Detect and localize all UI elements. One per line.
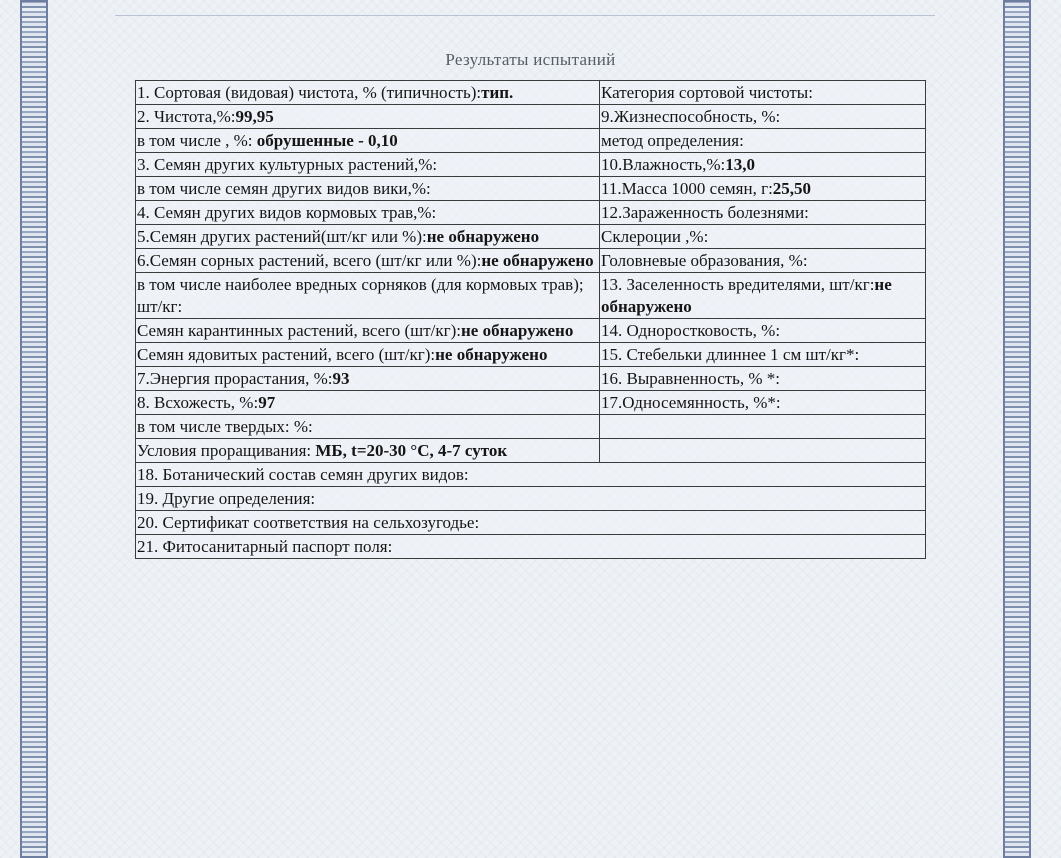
cell-smut: Головневые образования, %: xyxy=(600,249,926,273)
cell-uniformity: 16. Выравненность, % *: xyxy=(600,367,926,391)
cell-purity: 2. Чистота,%:99,95 xyxy=(136,105,600,129)
cell-hard-seeds: в том числе твердых: %: xyxy=(136,415,600,439)
cell-quarantine: Семян карантинных растений, всего (шт/кг):не обнаружено xyxy=(136,319,600,343)
table-row xyxy=(136,343,926,367)
cell-hulled: в том числе , %: обрушенные - 0,10 xyxy=(136,129,600,153)
cell-moisture: 10.Влажность,%:13,0 xyxy=(600,153,926,177)
cell-disease: 12.Зараженность болезнями: xyxy=(600,201,926,225)
cell-purity-category: Категория сортовой чистоты: xyxy=(600,81,926,105)
cell-poisonous: Семян ядовитых растений, всего (шт/кг):не обнаружено xyxy=(136,343,600,367)
header-rule xyxy=(115,15,935,16)
section-title: Результаты испытаний xyxy=(445,50,616,69)
table-row xyxy=(136,319,926,343)
table-row xyxy=(136,249,926,273)
cell-empty xyxy=(600,415,926,439)
cell-other-vetch: в том числе семян других видов вики,%: xyxy=(136,177,600,201)
cell-other-determinations: 19. Другие определения: xyxy=(136,487,926,511)
table-row xyxy=(136,487,926,511)
cell-germination-energy: 7.Энергия прорастания, %:93 xyxy=(136,367,600,391)
table-row xyxy=(136,439,926,463)
table-row xyxy=(136,129,926,153)
cell-empty xyxy=(600,439,926,463)
cell-single-sprout: 14. Одноростковость, %: xyxy=(600,319,926,343)
cell-land-certificate: 20. Сертификат соответствия на сельхозугодье: xyxy=(136,511,926,535)
cell-weeds: 6.Семян сорных растений, всего (шт/кг или %):не обнаружено xyxy=(136,249,600,273)
table-row xyxy=(136,463,926,487)
table-row xyxy=(136,153,926,177)
guilloche-border-right xyxy=(1003,0,1031,858)
cell-phytosanitary-passport: 21. Фитосанитарный паспорт поля: xyxy=(136,535,926,559)
cell-varietal-purity: 1. Сортовая (видовая) чистота, % (типичность):тип. xyxy=(136,81,600,105)
test-results-table xyxy=(135,80,926,559)
table-row xyxy=(136,81,926,105)
cell-germination: 8. Всхожесть, %:97 xyxy=(136,391,600,415)
cell-thousand-seed-mass: 11.Масса 1000 семян, г:25,50 xyxy=(600,177,926,201)
table-row xyxy=(136,105,926,129)
cell-monogerm: 17.Односемянность, %*: xyxy=(600,391,926,415)
cell-other-plants: 5.Семян других растений(шт/кг или %):не обнаружено xyxy=(136,225,600,249)
table-row xyxy=(136,535,926,559)
table-row xyxy=(136,273,926,319)
table-row xyxy=(136,391,926,415)
cell-harmful-weeds: в том числе наиболее вредных сорняков (для кормовых трав); шт/кг: xyxy=(136,273,600,319)
table-row xyxy=(136,511,926,535)
cell-pests: 13. Заселенность вредителями, шт/кг:не обнаружено xyxy=(600,273,926,319)
table-row xyxy=(136,367,926,391)
cell-other-crops: 3. Семян других культурных растений,%: xyxy=(136,153,600,177)
table-row xyxy=(136,225,926,249)
cell-sclerotia: Склероции ,%: xyxy=(600,225,926,249)
table-row xyxy=(136,415,926,439)
table-row xyxy=(136,177,926,201)
table-row xyxy=(136,201,926,225)
cell-other-forage: 4. Семян других видов кормовых трав,%: xyxy=(136,201,600,225)
cell-germination-conditions: Условия проращивания: МБ, t=20-30 °С, 4-7 суток xyxy=(136,439,600,463)
cell-botanical-composition: 18. Ботанический состав семян других видов: xyxy=(136,463,926,487)
cell-method: метод определения: xyxy=(600,129,926,153)
cell-viability: 9.Жизнеспособность, %: xyxy=(600,105,926,129)
cell-stalks: 15. Стебельки длиннее 1 см шт/кг*: xyxy=(600,343,926,367)
guilloche-border-left xyxy=(20,0,48,858)
